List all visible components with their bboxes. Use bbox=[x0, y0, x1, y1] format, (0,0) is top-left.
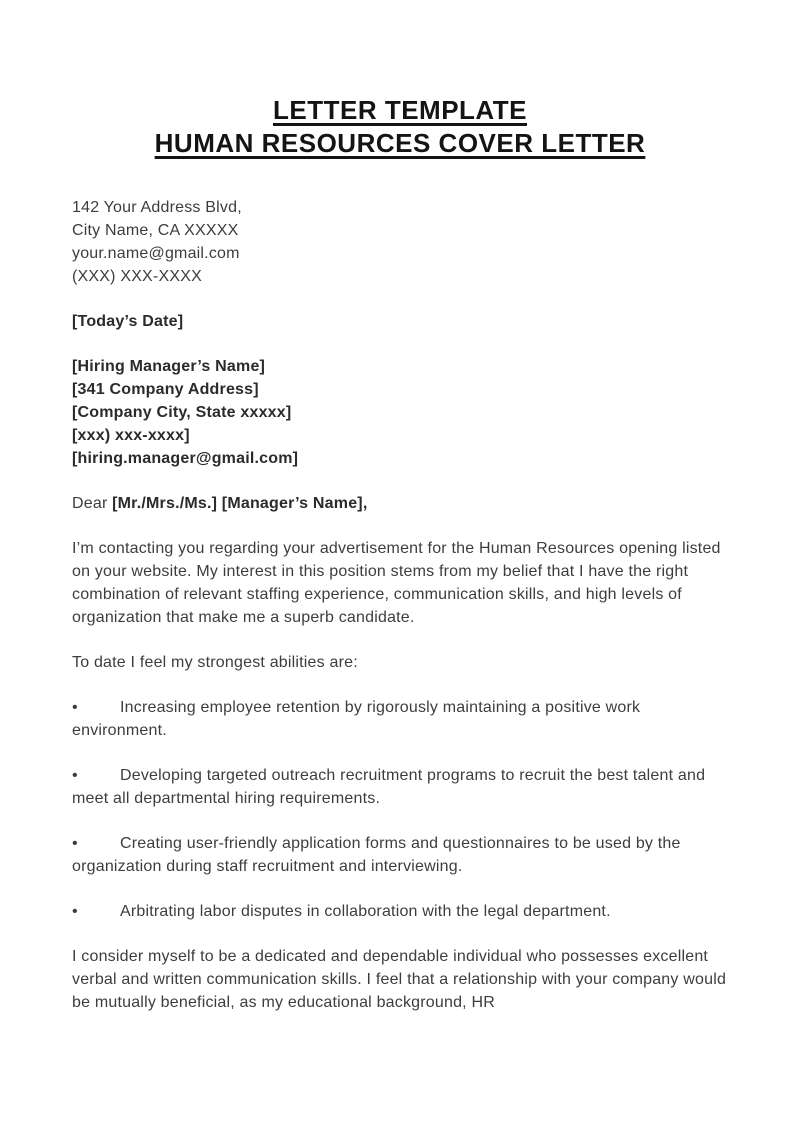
bullet-text: Creating user-friendly application forms and questionnaires to be used by the organization during staff recruitment and interviewing. bbox=[72, 835, 681, 875]
sender-phone: (XXX) XXX-XXXX bbox=[72, 268, 202, 285]
bullet-text: Developing targeted outreach recruitment programs to recruit the best talent and meet all departmental hiring requirements. bbox=[72, 767, 706, 807]
bullet-item-recruitment bbox=[72, 764, 728, 810]
bullet-icon: • bbox=[72, 767, 78, 784]
bullet-icon: • bbox=[72, 903, 78, 920]
sender-email: your.name@gmail.com bbox=[72, 245, 240, 262]
recipient-street: [341 Company Address] bbox=[72, 381, 259, 398]
bullet-text: Arbitrating labor disputes in collaboration with the legal department. bbox=[120, 903, 611, 920]
page-title bbox=[72, 94, 728, 160]
recipient-email: [hiring.manager@gmail.com] bbox=[72, 450, 299, 467]
bullet-item-labor-disputes bbox=[72, 900, 728, 923]
paragraph-intro: I’m contacting you regarding your advertisement for the Human Resources opening listed on your website. My interest in this position stems from my belief that I have the right combination of relevant staffing experience, communication skills, and high levels of organization that make me a superb candidate. bbox=[72, 540, 721, 626]
salutation-prefix: Dear bbox=[72, 495, 113, 512]
bullet-text: Increasing employee retention by rigorously maintaining a positive work environment. bbox=[72, 699, 641, 739]
bullet-icon: • bbox=[72, 835, 78, 852]
salutation-line bbox=[72, 492, 728, 515]
bullet-item-retention bbox=[72, 696, 728, 742]
recipient-phone: [xxx) xxx-xxxx] bbox=[72, 427, 190, 444]
recipient-name: [Hiring Manager’s Name] bbox=[72, 358, 266, 375]
sender-street: 142 Your Address Blvd, bbox=[72, 199, 242, 216]
bullet-item-application-forms bbox=[72, 832, 728, 878]
recipient-address-block bbox=[72, 355, 728, 470]
sender-city: City Name, CA XXXXX bbox=[72, 222, 239, 239]
paragraph-closing: I consider myself to be a dedicated and dependable individual who possesses excellent verbal and written communication skills. I feel that a relationship with your company would be mutually beneficial, as my educational background, HR bbox=[72, 948, 727, 1011]
date-line: [Today’s Date] bbox=[72, 313, 184, 330]
recipient-city: [Company City, State xxxxx] bbox=[72, 404, 292, 421]
salutation-placeholder: [Mr./Mrs./Ms.] [Manager’s Name], bbox=[112, 495, 368, 512]
bullet-icon: • bbox=[72, 699, 78, 716]
paragraph-abilities-lead: To date I feel my strongest abilities are: bbox=[72, 654, 358, 671]
title-line-2: HUMAN RESOURCES COVER LETTER bbox=[154, 128, 646, 158]
title-line-1: LETTER TEMPLATE bbox=[272, 95, 527, 125]
sender-address-block bbox=[72, 196, 728, 288]
